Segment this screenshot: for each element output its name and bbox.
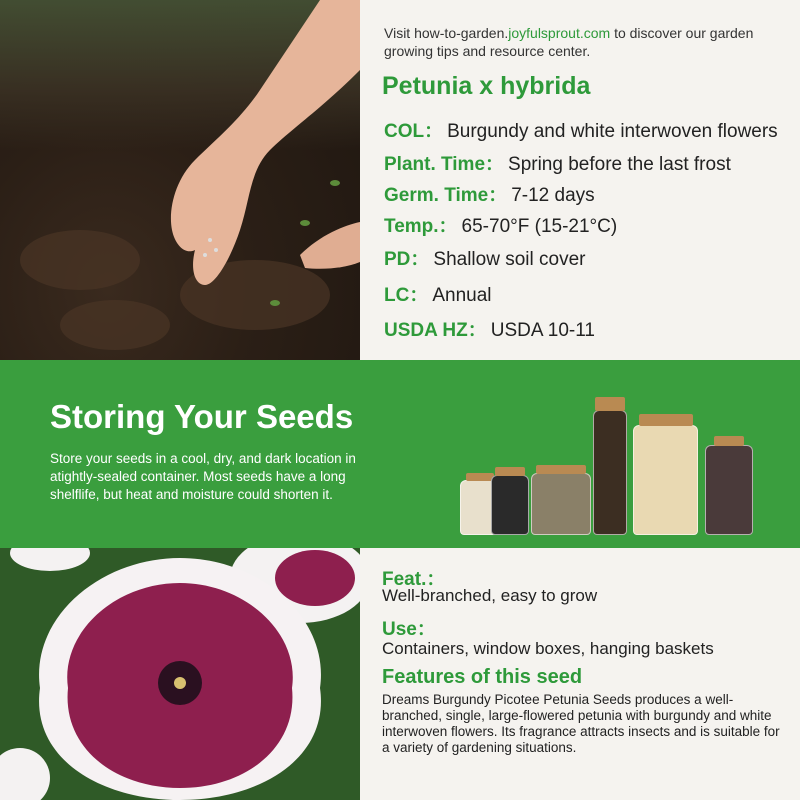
seed-jar [633,425,698,535]
seed-features-panel [360,548,800,800]
spec-label: Plant. Time： [384,154,505,175]
spec-usda-zone [384,315,595,342]
top-section [0,0,800,360]
website-link[interactable]: joyfulsprout.com [508,25,611,41]
spec-germ-time [384,180,595,207]
spec-label: USDA HZ： [384,320,487,341]
spec-value: Burgundy and white interwoven flowers [447,121,778,142]
spec-temperature [384,211,617,238]
feat-label: Feat.： [382,569,446,590]
storing-seeds-title: Storing Your Seeds [50,398,354,435]
spec-value: Shallow soil cover [433,249,586,270]
spec-label: PD： [384,249,430,270]
spec-value: Spring before the last frost [508,154,731,175]
spec-value: 7-12 days [511,185,595,206]
spec-value: Annual [432,285,492,306]
seed-jar [531,473,591,535]
sowing-seeds-photo [0,0,360,360]
plant-name: Petunia x hybrida [382,72,591,100]
features-text: Dreams Burgundy Picotee Petunia Seeds produces a well-branched, single, large-flowered petunia with burgundy and white interwoven flowers. Its fragrance attracts insects and is suitable for a variety of gardening situations. [382,692,780,755]
spec-value: 65-70°F (15-21°C) [461,216,618,237]
use-value: Containers, window boxes, hanging baskets [382,639,714,658]
visit-suffix: to discover our garden growing tips and resource center. [384,25,754,59]
spec-label: COL： [384,121,444,142]
petunia-flower-photo [0,548,360,800]
storing-seeds-band [0,360,800,548]
plant-info-panel [360,0,800,360]
seed-jars-image [455,385,765,535]
spec-value: USDA 10-11 [490,320,595,341]
feat-value: Well-branched, easy to grow [382,586,598,605]
seed-jar [491,475,529,535]
bottom-section [0,548,800,800]
spec-plant-time [384,149,731,176]
features-title: Features of this seed [382,666,583,688]
seed-jar [705,445,753,535]
petunia-flower-icon [0,548,360,800]
visit-prefix: Visit how-to-garden. [384,25,509,41]
spec-planting-depth [384,244,585,271]
spec-life-cycle [384,280,492,307]
seed-jar [593,410,627,535]
spec-label: LC： [384,285,429,306]
hand-icon [0,0,360,360]
spec-label: Germ. Time： [384,185,508,206]
use-label: Use： [382,619,436,640]
spec-label: Temp.： [384,216,458,237]
spec-color [384,116,778,143]
storing-seeds-text: Store your seeds in a cool, dry, and dark location in atightly-sealed container. Most seeds have a long shelflife, but heat and moisture could shorten it. [50,451,356,502]
visit-text [384,24,784,60]
